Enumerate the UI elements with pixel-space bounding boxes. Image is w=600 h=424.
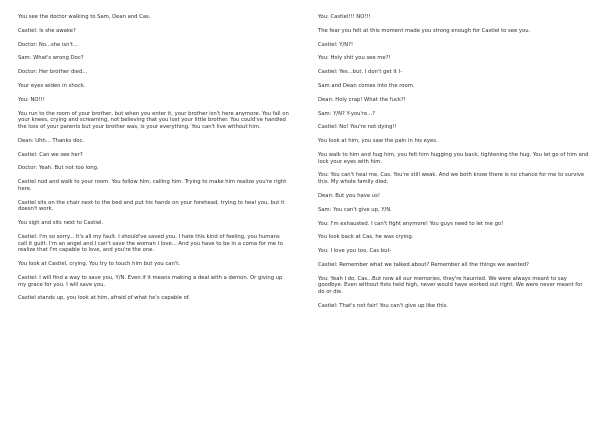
paragraph: Sam and Dean comes into the room.	[318, 82, 415, 89]
paragraph: The fear you felt at this moment made you strong enough for Castiel to see you.	[318, 27, 531, 34]
paragraph: You sigh and sits next to Castiel.	[18, 220, 104, 227]
paragraph: Your eyes widen in shock.	[18, 82, 86, 89]
paragraph: Castiel: I will find a way to save you, Y/N. Even if it means making a deal with a demon. Or giving up my grace for you. I will save you.	[18, 274, 283, 288]
paragraph: Dean: Holy crap! What the fuck?!	[318, 96, 406, 103]
paragraph: Castiel sits on the chair next to the bed and put his hands on your forehead, trying to heal you, but it doesn't work.	[18, 199, 285, 213]
paragraph: You look at Castiel, crying. You try to touch him but you can't.	[18, 261, 181, 268]
paragraph: Sam: You can't give up, Y/N.	[318, 206, 392, 213]
paragraph: Castiel stands up, you look at him, afraid of what he's capable of.	[18, 295, 190, 302]
paragraph: Castiel: No! You're not dying!!	[318, 124, 397, 131]
paragraph: You: Castiel!!! NO!!!	[318, 14, 371, 20]
paragraph: You see the doctor walking to Sam, Dean and Cas.	[18, 14, 151, 20]
paragraph: Castiel: That's not fair! You can't give up like this.	[318, 302, 449, 309]
paragraph: Castiel nod and walk to your room. You follow him, calling him. Trying to make him realize you're right here.	[18, 179, 287, 192]
paragraph: You look at him, you saw the pain in his eyes.	[318, 138, 438, 145]
paragraph: You: Yeah I do, Cas...But now all our memories, they're haunted. We were always meant to say goodbye. Even without fists held high, never would have worked out right. We were never meant for do or die.	[318, 275, 583, 296]
paragraph: Castiel: I'm so sorry... It's all my fault. I should've saved you. I hate this kind of feeling, you humans call it guilt. I'm an angel and I can't save the woman I love... And you have to be in a coma for me to realize that I'm capable to love, and you're the one.	[18, 233, 283, 254]
paragraph: You: Holy shit you see me?!	[318, 55, 391, 62]
paragraph: You run to the room of your brother, but when you enter it, your brother isn't here anymore. You fall on your knees, crying and screaming, not believing that you lost your little brother. You could've handled the loss of your parents but your brother was, is your everything. You can't live without him.	[18, 110, 289, 130]
paragraph: You: I love you too, Cas but-	[318, 248, 392, 255]
right-column	[318, 14, 590, 317]
paragraph: Doctor: No...she isn't...	[18, 41, 78, 48]
paragraph: Dean: Uhh... Thanks doc.	[18, 137, 85, 144]
column-gutter	[300, 0, 301, 424]
paragraph: You: You can't heal me, Cas. You're still weak. And we both know there is no chance for me to survive this. My whole family died.	[318, 172, 585, 186]
paragraph: You look back at Cas, he was crying.	[318, 234, 414, 241]
paragraph: You: NO!!!	[18, 96, 45, 103]
paragraph: Sam: Y/N? Y-you're...?	[318, 110, 376, 117]
paragraph: Castiel: Y/N?!	[318, 41, 354, 48]
paragraph: Castiel: Yes...but. I don't get it I-	[318, 69, 402, 76]
paragraph: Dean: But you have us!	[318, 192, 380, 199]
paragraph: You walk to him and hug him, you felt him hugging you back, tightening the hug. You let go of him and lock your eyes with him.	[318, 151, 589, 165]
paragraph: You: I'm exhausted. I can't fight anymore! You guys need to let me go!	[318, 220, 504, 227]
paragraph: Castiel: Is she awake?	[18, 27, 76, 34]
paragraph: Doctor: Her brother died...	[18, 69, 88, 76]
paragraph: Castiel: Can we see her?	[18, 151, 83, 158]
paragraph: Doctor: Yeah. But not too long.	[18, 165, 99, 172]
paragraph: Castiel: Remember what we talked about? Remember all the things we wanted?	[318, 261, 529, 268]
left-column	[18, 14, 290, 309]
paragraph: Sam: What's wrong Doc?	[18, 55, 84, 62]
